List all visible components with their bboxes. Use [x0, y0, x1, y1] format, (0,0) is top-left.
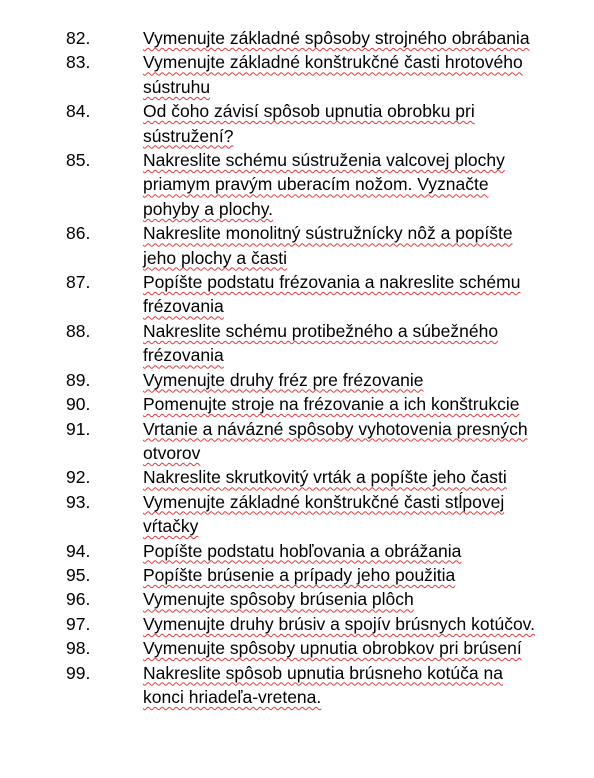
- question-number: 95.: [66, 564, 91, 585]
- question-text: Od čoho závisí spôsob upnutia obrobku pri sústružení?: [143, 101, 475, 146]
- question-item: [0, 465, 594, 489]
- question-text: Vymenujte druhy brúsiv a spojív brúsnych kotúčov.: [143, 613, 535, 634]
- question-text: Vymenujte spôsoby upnutia obrobkov pri brúsení: [143, 638, 522, 659]
- question-item: [0, 636, 594, 660]
- question-text: Popíšte podstatu hobľovania a obrážania: [143, 540, 462, 561]
- question-item: [0, 221, 594, 270]
- question-number: 84.: [66, 101, 91, 122]
- question-item: [0, 539, 594, 563]
- question-number: 99.: [66, 662, 91, 683]
- question-item: [0, 26, 594, 50]
- question-number: 98.: [66, 638, 91, 659]
- question-number: 87.: [66, 272, 91, 293]
- question-item: [0, 563, 594, 587]
- question-number: 94.: [66, 540, 91, 561]
- question-number: 90.: [66, 394, 91, 415]
- question-item: [0, 148, 594, 221]
- question-number: 92.: [66, 467, 91, 488]
- question-item: [0, 587, 594, 611]
- question-text: Vymenujte základné spôsoby strojného obrábania: [143, 28, 530, 48]
- question-number: 82.: [66, 28, 91, 48]
- question-number: 97.: [66, 613, 91, 634]
- question-number: 91.: [66, 418, 91, 439]
- question-number: 88.: [66, 320, 91, 341]
- question-number: 96.: [66, 589, 91, 610]
- question-text: Popíšte brúsenie a prípady jeho použitia: [143, 564, 456, 585]
- question-number: 85.: [66, 150, 91, 171]
- question-item: [0, 99, 594, 148]
- question-item: [0, 490, 594, 539]
- question-text: Vymenujte spôsoby brúsenia plôch: [143, 589, 414, 610]
- question-text: Pomenujte stroje na frézovanie a ich konštrukcie: [143, 394, 520, 415]
- question-number: 93.: [66, 491, 91, 512]
- question-number: 86.: [66, 223, 91, 244]
- question-item: [0, 392, 594, 416]
- question-list: [0, 26, 594, 709]
- question-item: [0, 612, 594, 636]
- question-text: Popíšte podstatu frézovania a nakreslite schému frézovania: [143, 272, 521, 317]
- question-text: Nakreslite spôsob upnutia brúsneho kotúča na konci hriadeľa-vretena.: [143, 662, 503, 707]
- question-number: 89.: [66, 369, 91, 390]
- question-item: [0, 417, 594, 466]
- question-item: [0, 50, 594, 99]
- question-text: Vrtanie a návázné spôsoby vyhotovenia presných otvorov: [143, 418, 528, 463]
- question-text: Nakreslite schému sústruženia valcovej plochy priamym pravým uberacím nožom. Vyznačte pohyby a plochy.: [143, 150, 505, 219]
- question-number: 83.: [66, 52, 91, 73]
- question-text: Nakreslite schému protibežného a súbežného frézovania: [143, 320, 499, 366]
- question-text: Vymenujte základné konštrukčné časti stĺpovej vŕtačky: [143, 491, 505, 537]
- question-item: [0, 319, 594, 368]
- question-text: Vymenujte druhy fréz pre frézovanie: [143, 369, 424, 390]
- question-text: Vymenujte základné konštrukčné časti hrotového sústruhu: [143, 52, 523, 97]
- question-text: Nakreslite skrutkovitý vrták a popíšte jeho časti: [143, 467, 507, 488]
- question-item: [0, 661, 594, 710]
- question-item: [0, 368, 594, 392]
- question-text: Nakreslite monolitný sústružnícky nôž a popíšte jeho plochy a časti: [143, 223, 513, 268]
- question-item: [0, 270, 594, 319]
